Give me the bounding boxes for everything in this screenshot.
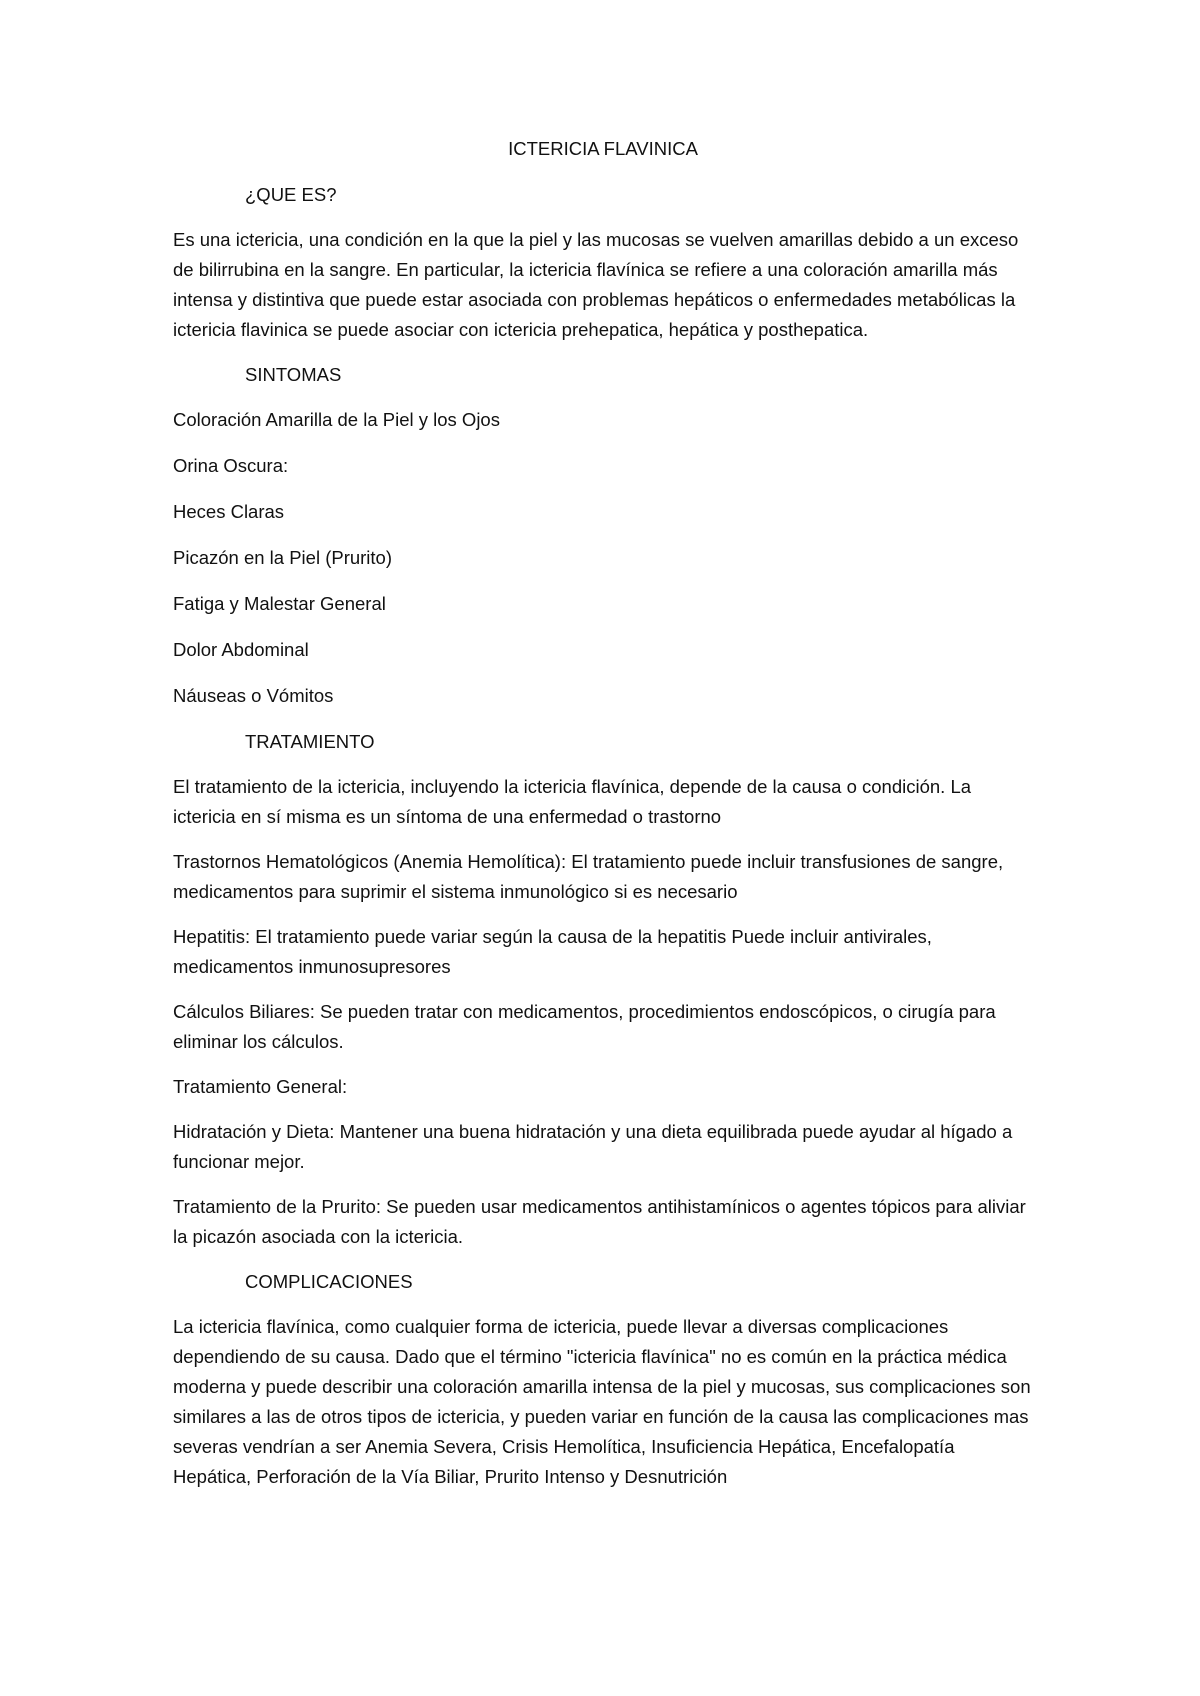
treatment-paragraph: Cálculos Biliares: Se pueden tratar con medicamentos, procedimientos endoscópicos, o cirugía para eliminar los cálculos. [173, 1001, 996, 1052]
symptom-item: Náuseas o Vómitos [173, 685, 334, 706]
symptom-item: Orina Oscura: [173, 455, 289, 476]
document-body [173, 134, 1033, 1507]
heading-complicaciones: COMPLICACIONES [245, 1271, 413, 1292]
symptom-item: Coloración Amarilla de la Piel y los Ojos [173, 409, 500, 430]
symptom-item: Dolor Abdominal [173, 639, 309, 660]
heading-sintomas: SINTOMAS [245, 364, 342, 385]
heading-tratamiento: TRATAMIENTO [245, 731, 375, 752]
treatment-paragraph: Hepatitis: El tratamiento puede variar según la causa de la hepatitis Puede incluir antivirales, medicamentos inmunosupresores [173, 926, 932, 977]
paragraph-complicaciones: La ictericia flavínica, como cualquier forma de ictericia, puede llevar a diversas complicaciones dependiendo de su causa. Dado que el término "ictericia flavínica" no es común en la práctica médica moderna y puede describir una coloración amarilla intensa de la piel y mucosas, sus complicaciones son similares a las de otros tipos de ictericia, y pueden variar en función de la causa las complicaciones mas severas vendrían a ser Anemia Severa, Crisis Hemolítica, Insuficiencia Hepática, Encefalopatía Hepática, Perforación de la Vía Biliar, Prurito Intenso y Desnutrición [173, 1316, 1031, 1487]
treatment-paragraph: Trastornos Hematológicos (Anemia Hemolítica): El tratamiento puede incluir transfusiones de sangre, medicamentos para suprimir el sistema inmunológico si es necesario [173, 851, 1004, 902]
symptom-item: Fatiga y Malestar General [173, 593, 386, 614]
symptom-item: Heces Claras [173, 501, 285, 522]
paragraph-que-es: Es una ictericia, una condición en la que la piel y las mucosas se vuelven amarillas debido a un exceso de bilirrubina en la sangre. En particular, la ictericia flavínica se refiere a una coloración amarilla más intensa y distintiva que puede estar asociada con problemas hepáticos o enfermedades metabólicas la ictericia flavinica se puede asociar con ictericia prehepatica, hepática y posthepatica. [173, 229, 1019, 340]
heading-que-es: ¿QUE ES? [245, 184, 337, 205]
treatment-paragraph: Hidratación y Dieta: Mantener una buena hidratación y una dieta equilibrada puede ayudar al hígado a funcionar mejor. [173, 1121, 1013, 1172]
treatment-paragraph: El tratamiento de la ictericia, incluyendo la ictericia flavínica, depende de la causa o condición. La ictericia en sí misma es un síntoma de una enfermedad o trastorno [173, 776, 972, 827]
document-title: ICTERICIA FLAVINICA [508, 138, 698, 159]
symptom-item: Picazón en la Piel (Prurito) [173, 547, 393, 568]
treatment-paragraph: Tratamiento de la Prurito: Se pueden usar medicamentos antihistamínicos o agentes tópicos para aliviar la picazón asociada con la ictericia. [173, 1196, 1026, 1247]
treatment-paragraph: Tratamiento General: [173, 1076, 348, 1097]
